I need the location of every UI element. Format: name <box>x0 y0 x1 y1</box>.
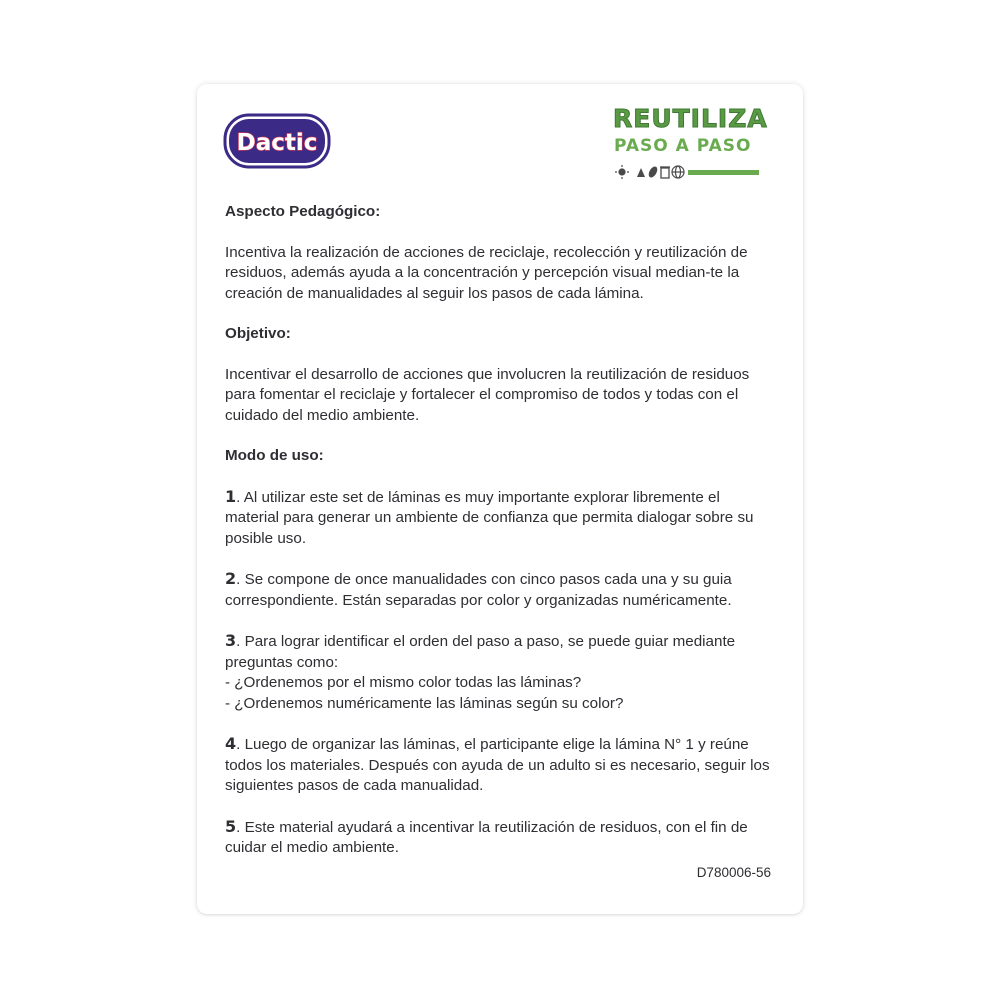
item-number: 1 <box>225 486 237 506</box>
recycle-icon <box>637 168 645 177</box>
item-number: 4 <box>225 734 237 753</box>
item-number: 5 <box>225 816 237 836</box>
brand-green-bar <box>688 170 759 175</box>
dactic-logo-text: Dactic <box>236 130 318 156</box>
item-subquestion: - ¿Ordenemos numéricamente las láminas según su color? <box>225 694 624 712</box>
section-text-pedagogico: Incentiva la realización de acciones de reciclaje, recolección y reutilización de residuos, además ayuda a la concentración y percepción visual median-te la creación de manualidades al seguir los pasos de cada lámina. <box>225 243 748 302</box>
list-item <box>225 487 777 550</box>
section-text-objetivo: Incentivar el desarrollo de acciones que involucren la reutilización de residuos para fomentar el reciclaje y fortalecer el compromiso de todos y todas con el cuidado del medio ambiente. <box>225 365 750 424</box>
section-heading-objetivo: Objetivo: <box>225 325 291 342</box>
globe-icon <box>672 166 684 178</box>
list-item <box>225 817 777 859</box>
item-text: . Al utilizar este set de láminas es muy importante explorar libremente el material para generar un ambiente de confianza que permita dialogar sobre su posible uso. <box>225 488 754 547</box>
section-heading-pedagogico: Aspecto Pedagógico: <box>225 203 381 220</box>
brand-icons-strip <box>615 164 765 180</box>
item-number: 3 <box>225 631 237 650</box>
card-body <box>225 202 777 879</box>
item-text: . Luego de organizar las láminas, el participante elige la lámina N° 1 y reúne todos los materiales. Después con ayuda de un adulto si es necesario, seguir los siguientes pasos de cada manualidad. <box>225 736 770 794</box>
item-number: 2 <box>225 569 237 588</box>
list-item <box>225 631 777 714</box>
list-item <box>225 734 777 797</box>
item-text: . Para lograr identificar el orden del paso a paso, se puede guiar mediante preguntas como: <box>225 633 736 671</box>
brand-subtitle: PASO A PASO <box>614 136 752 156</box>
item-text: . Este material ayudará a incentivar la reutilización de residuos, con el fin de cuidar el medio ambiente. <box>225 818 748 856</box>
instruction-card <box>197 84 803 914</box>
reutiliza-brand <box>613 104 768 184</box>
section-heading-modo: Modo de uso: <box>225 447 324 464</box>
dactic-logo <box>223 113 331 169</box>
list-item <box>225 569 777 611</box>
sun-icon <box>615 165 629 179</box>
product-code: D780006-56 <box>696 865 771 880</box>
brand-title: REUTILIZA <box>613 104 768 133</box>
item-subquestion: - ¿Ordenemos por el mismo color todas las láminas? <box>225 674 582 691</box>
bin-icon <box>660 167 670 178</box>
item-text: . Se compone de once manualidades con cinco pasos cada una y su guia correspondiente. Están separadas por color y organizadas numéricamente. <box>225 571 732 609</box>
leaf-icon <box>647 165 659 179</box>
